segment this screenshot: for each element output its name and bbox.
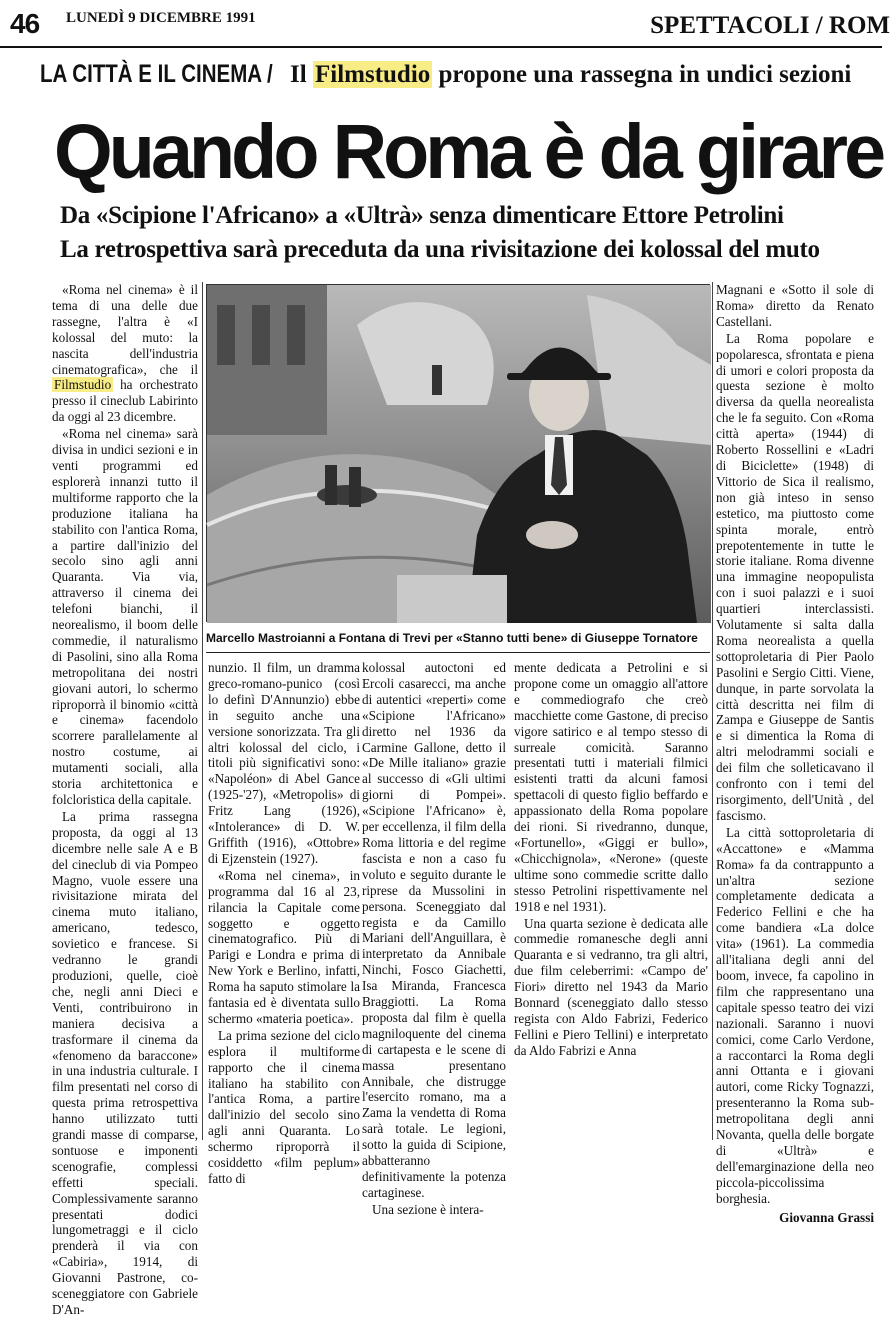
paragraph: Una sezione è intera- [372,1201,484,1217]
article-column-2 [208,660,360,1188]
paragraph: kolossal autoctoni ed Ercoli casarecci, ma anche di autentici «reperti» come «Scipione l'Africano» diretto nel 1936 da Carmine Gallone, detto il «De Mille italiano» grazie al successo di «Gli ultimi giorni di Pompei». «Scipione l'Africano» è, per eccellenza, il film della Roma littoria e del regime fascista e non a caso fu voluto e seguito durante le riprese da Mussolini in persona. Sceneggiato dal regista e da Camillo Mariani dell'Anguillara, è interpretato da Annibale Ninchi, Fosco Giachetti, Isa Miranda, Francesca Braggiotti. La Roma proposta dal film è quella magniloquente del cinema di cartapesta e le scene di massa presentano Annibale, che distrugge l'esercito romano, ma a Zama la vendetta di Roma sarà totale. Le legioni, sotto la guida di Scipione, abbatteranno definitivamente la potenza cartaginese. [362,660,506,1200]
section-name: SPETTACOLI / ROM [650,12,890,39]
kicker-lead: LA CITTÀ E IL CINEMA / [40,60,273,88]
column-divider [202,282,203,1140]
author-signature: Giovanna Grassi [779,1209,874,1225]
kicker [40,60,860,89]
subhead-2: La retrospettiva sarà preceduta da una rivisitazione dei kolossal del muto [60,236,820,263]
paragraph: «Roma nel cinema» è il tema di una delle due rassegne, l'altra è «I kolossal del muto: la nascita dell'industria cinematografica», che il Filmstudio ha orchestrato presso il cineclub Labirinto da oggi al 23 dicembre. [52,282,198,425]
article-column-4 [514,660,708,1060]
paragraph: nunzio. Il film, un dramma greco-romano-punico (così lo definì D'Annunzio) ebbe in seguito anche una versione sonorizzata. Tra gli altri kolossal del ciclo, i titoli più significativi sono: «Napoléon» di Abel Gance (1925-'27), «Metropolis» di Fritz Lang (1926), «Intolerance» di D. W. Griffith (1916), «Ottobre» di Ejzenstein (1927). [208,660,360,866]
page-number: 46 [10,8,40,39]
paragraph: «Roma nel cinema», in programma dal 16 al 23, rilancia la Capitale come soggetto e oggetto cinematografico. Più di Parigi e Londra e prima di New York e Berlino, infatti, Roma ha saputo stimolare la fantasia ed è diventata sullo schermo «materia poetica». [208,867,360,1026]
paragraph: La Roma popolare e popolaresca, sfrontata e piena di umori e colori proposta da questa sezione è molto diversa da quella neorealista che le fa seguito. Con «Roma città aperta» (1944) di Roberto Rossellini e «Ladri di Biciclette» (1948) di Vittorio de Sica il realismo, non già inteso in senso estetico, ma piuttosto come spinta morale, entrò prepotentemente in tutte le storie italiane. Roma divenne una immagine neopopulista con i suoi palazzi e i suoi quartieri interclassisti. Volutamente si salta dalla Roma neorealista a quella sottoproletaria di Pier Paolo Pasolini e Sergio Citti. Viene, dunque, in parte sorvolata la città descritta nei film di Zampa e Giuseppe de Santis e si dimentica la Roma di altri melodrammi sociali e dei film che solleticavano il confronto con i temi del risorgimento, dell'Unità , del fascismo. [716,330,874,823]
paragraph: La prima sezione del ciclo esplora il multiforme rapporto che il cinema italiano ha stabilito con l'antica Roma, a partire dall'inizio del secolo sino agli anni Quaranta. Lo schermo riproporrà il cosiddetto «film peplum» fatto di [208,1027,360,1186]
headline: Quando Roma è da girare [54,109,883,195]
paragraph: mente dedicata a Petrolini e si propone come un omaggio all'attore e commediografo che creò macchiette come Gastone, di preciso vigore satirico e al tempo stesso di surreale comicità. Saranno presentati tutti i materiali filmici esistenti tratti da alcuni famosi spettacoli di questo figlio beffardo e appassionato della Roma popolare dei rioni. Si rivedranno, dunque, «Fortunello», «Giggi er bullo», «Chicchignola», «Nerone» (queste ultime sono commedie scritte dallo stesso Petrolini rispettivamente nel 1918 e nel 1931). [514,660,708,914]
article-column-1 [52,282,198,1319]
paragraph: Magnani e «Sotto il sole di Roma» diretto da Renato Castellani. [716,282,874,329]
page-header [0,0,890,48]
column-divider [712,282,713,1140]
paragraph: «Roma nel cinema» sarà divisa in undici sezioni e in venti programmi ed esplorerà innanzi tutto il multiforme rapporto che la produzione italiana ha stabilito con l'antica Roma, a partire dall'inizio del secolo sino agli anni Quaranta. Via via, attraverso il cinema dei telefoni bianchi, il neorealismo, il boom delle commedie, il naturalismo di Pasolini, sino alla Roma metropolitana dei nostri giovani autori, lo schermo riproporrà il binomio «città e cinema» facendolo scorrere parallelamente al nostro costume, ai mutamenti sociali, alla storia architettonica e folcloristica della capitale. [52,426,198,807]
paragraph: La città sottoproletaria di «Accattone» e «Mamma Roma» fa da contrappunto a un'altra sezione completamente dedicata a Federico Fellini e che ha come bandiera «La dolce vita» (1961). La commedia all'italiana degli anni del boom, invece, fa capolino in film che rappresentano una capitale spesso teatro dei vizi nazionali. Saranno i nuovi comici, come Carlo Verdone, a raccontarci la Roma degli anni Ottanta e i giovani autori, come Ricky Tognazzi, presenteranno la Roma sub-metropolitana degli anni Novanta, quella delle borgate di «Ultrà» e dell'emarginazione della neo piccola-piccolissima borghesia. [716,824,874,1206]
photo [206,284,710,622]
paragraph: La prima rassegna proposta, da oggi al 13 dicembre nelle sale A e B del cineclub di via Pompeo Magno, vuole essere una rivisitazione mirata del cinema muto italiano, americano, tedesco, sovietico e francese. Si vedranno le grandi produzioni, quelle, cioè che, negli anni Dieci e Venti, contribuirono in maniera decisiva a trasformare il cinema da «fenomeno da baraccone» in una industria culturale. I film presentati nel corso di questa prima retrospettiva hanno utilizzato tutti grandi masse di comparse, sontuose e imponenti scenografie, complessi effetti speciali. Complessivamente saranno presentati dodici lungometraggi e il ciclo prenderà il via con «Cabiria», 1914, di Giovanni Pastrone, co-sceneggiatore con Gabriele D'An- [52,808,198,1317]
filmstudio-highlight: Filmstudio [54,377,112,393]
paragraph: Una quarta sezione è dedicata alle commedie romanesche degli anni Quaranta e si vedranno, tra gli altri, due film celeberrimi: «Campo de' Fiori» diretto nel 1943 da Mario Bonnard (sceneggiato dallo stesso regista con Aldo Fabrizi, Federico Fellini e Piero Tellini) e interpretato da Aldo Fabrizi e Anna [514,915,708,1058]
kicker-post: propone una rassegna in undici sezioni [432,61,852,88]
kicker-pre: Il [283,61,313,88]
photo-image [207,285,711,623]
subhead-1: Da «Scipione l'Africano» a «Ultrà» senza dimenticare Ettore Petrolini [60,202,784,229]
article-column-5 [716,282,874,1225]
kicker-highlight: Filmstudio [314,61,431,88]
page-date: LUNEDÌ 9 DICEMBRE 1991 [66,10,256,26]
article-column-3 [362,660,506,1219]
photo-caption: Marcello Mastroianni a Fontana di Trevi per «Stanno tutti bene» di Giuseppe Tornatore [206,630,710,653]
